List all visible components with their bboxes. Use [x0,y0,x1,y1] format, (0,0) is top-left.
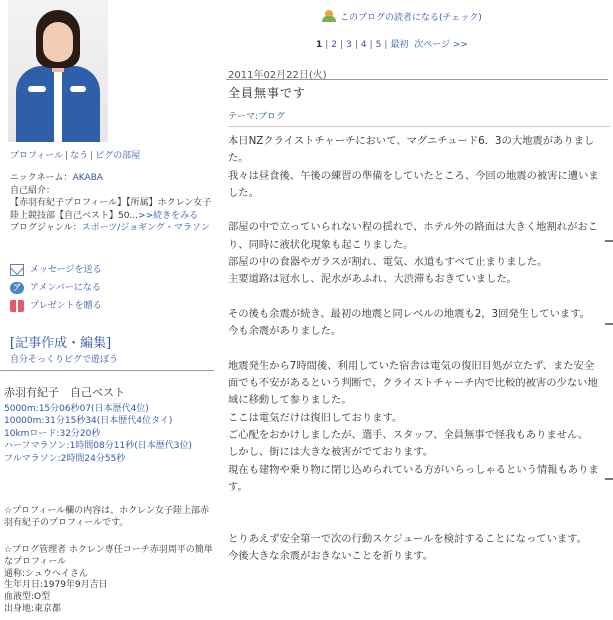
mail-icon [10,264,24,276]
entry-line: 部屋の中で立っていられない程の揺れで、ホテル外の路面は大きく地割れがおこり、同時に液状化現象も起こりました。 [228,221,598,251]
page-link[interactable]: 2 [331,40,338,50]
edge-mark [605,323,613,325]
ameba-icon: ア [10,282,24,294]
edge-mark [605,240,613,242]
profile-photo[interactable] [8,0,108,142]
entry-line: ここは電気だけは復旧しております。 [228,411,403,424]
admin-line: 血液型:O型 [4,592,51,603]
best-record: 5000m:15分06秒07(日本歴代4位) [4,404,149,414]
entry-theme [228,109,285,122]
main-content [222,0,613,620]
best-record: 10kmロード:32分20秒 [4,428,101,439]
paragraph-gap [228,289,600,306]
title-rule [226,79,608,80]
page-link[interactable]: 4 [360,40,367,50]
genre-link[interactable]: スポーツ/ジョギング・マラソン [81,223,210,233]
intro-label: 自己紹介： [10,185,56,196]
now-link[interactable]: なう [70,151,89,161]
pagination: 1 | 2 | 3 | 4 | 5 | 最初 次ページ >> [316,40,468,50]
entry-line: その後も余震が続き、最初の地震と同レベルの地震も2，3回発生しています。 [228,307,590,320]
entry-line: 主要道路は冠水し、泥水があふれ、大渋滞もおきていました。 [228,273,517,286]
admin-line: 通称:シュウヘイさん [4,568,88,579]
profile-info [10,172,215,235]
profile-actions [10,263,102,317]
page-link[interactable]: 3 [346,40,352,50]
intro-more-link[interactable]: >>続きをみる [138,210,199,221]
genre-label: ブログジャンル： [10,223,82,233]
subscribe-label: このブログの読者になる(チェック) [340,13,482,23]
best-records-title: 赤羽有紀子 自己ベスト [4,386,125,399]
entry-line: 我々は昼食後、午後の練習の準備をしていたところ、今回の地震の被害に遭いました。 [228,169,599,199]
admin-line: 生年月日:1979年9月吉日 [4,580,108,591]
pig-room-link[interactable]: ピグの部屋 [95,151,141,161]
amember-action[interactable] [10,281,102,299]
theme-label: テーマ: [228,112,259,122]
best-record: フルマラソン:2時間24分55秒 [4,453,126,464]
entry-line: 今後大きな余震がおきないことを祈ります。 [228,550,434,563]
page-link[interactable]: 5 [375,40,382,50]
paragraph-gap [228,341,600,358]
entry-line: とりあえず安全第一で次の行動スケジュールを検討することになっています。 [228,532,587,545]
profile-link[interactable]: プロフィール [10,151,64,161]
profile-note: ☆プロフィール欄の内容は、ホクレン女子陸上部赤羽有紀子のプロフィールです。 [4,506,209,529]
reader-icon [322,10,336,22]
entry-body [228,133,600,565]
entry-line: 地震発生から7時間後、利用していた宿舎は電気の復旧目処が立たず、また安全面でも不安があるという判断で、クライストチャーチ内で比較的被害の少ない地域に移動して参りました。 [228,359,598,407]
nickname-link[interactable]: AKABA [72,173,103,183]
paragraph-gap [228,496,600,513]
amember-link[interactable]: アメンバーになる [30,283,101,293]
entry-line: 現在も建物や乗り物に閉じ込められている方がいらっしゃるという情報もあります。 [228,463,599,493]
paragraph-gap [228,514,600,531]
theme-rule [228,126,610,127]
theme-link[interactable]: ブログ [258,112,286,122]
nickname-label: ニックネーム： [10,173,73,183]
gift-icon [10,300,24,312]
admin-line: 出身地:東京都 [4,603,62,614]
subscribe-link[interactable] [322,10,482,23]
entry-date: 2011年02月22日(火) [228,70,327,81]
entry-title[interactable]: 全員無事です [228,86,307,100]
profile-links: プロフィール | なう | ピグの部屋 [10,151,141,161]
edit-article-link[interactable]: [記事作成・編集] [10,336,112,351]
entry-line: 本日NZクライストチャーチにおいて、マグニチュード6．3の大地震がありました。 [228,135,595,165]
entry-line: 今も余震がありました。 [228,325,342,338]
best-records [4,403,192,465]
admin-title: ☆ブログ管理者 ホクレン専任コーチ赤羽周平の簡単なプロフィール [4,545,213,567]
sidebar [0,0,218,620]
send-message-action[interactable] [10,263,102,281]
best-record: ハーフマラソン:1時間08分11秒(日本歴代3位) [4,441,192,452]
edge-mark [605,478,613,480]
intro-text: 【赤羽有紀子プロフィール】【所属】ホクレン女子陸上競技部【自己ベスト】50... [10,198,212,221]
page-current: 1 [316,40,323,50]
paragraph-gap [228,202,600,219]
present-action[interactable] [10,299,102,317]
admin-profile [4,545,216,616]
next-page-link[interactable]: 次ページ >> [414,40,468,50]
present-link[interactable]: プレゼントを贈る [30,301,102,311]
send-message-link[interactable]: メッセージを送る [30,265,102,275]
page-first-link[interactable]: 最初 [390,40,409,50]
entry-line: しかし、街には大きな被害がでております。 [228,446,434,459]
entry-line: 部屋の中の食器やガラスが割れ、電気、水道もすべて止まりました。 [228,256,548,269]
pig-play-link[interactable]: 自分そっくりピグで遊ぼう [10,355,119,365]
sidebar-divider [0,370,214,371]
best-record: 10000m:31分15秒34(日本歴代4位タイ) [4,416,173,427]
entry-line: ご心配をおかけしましたが、選手、スタッフ、全員無事で怪我もありません。 [228,429,589,442]
